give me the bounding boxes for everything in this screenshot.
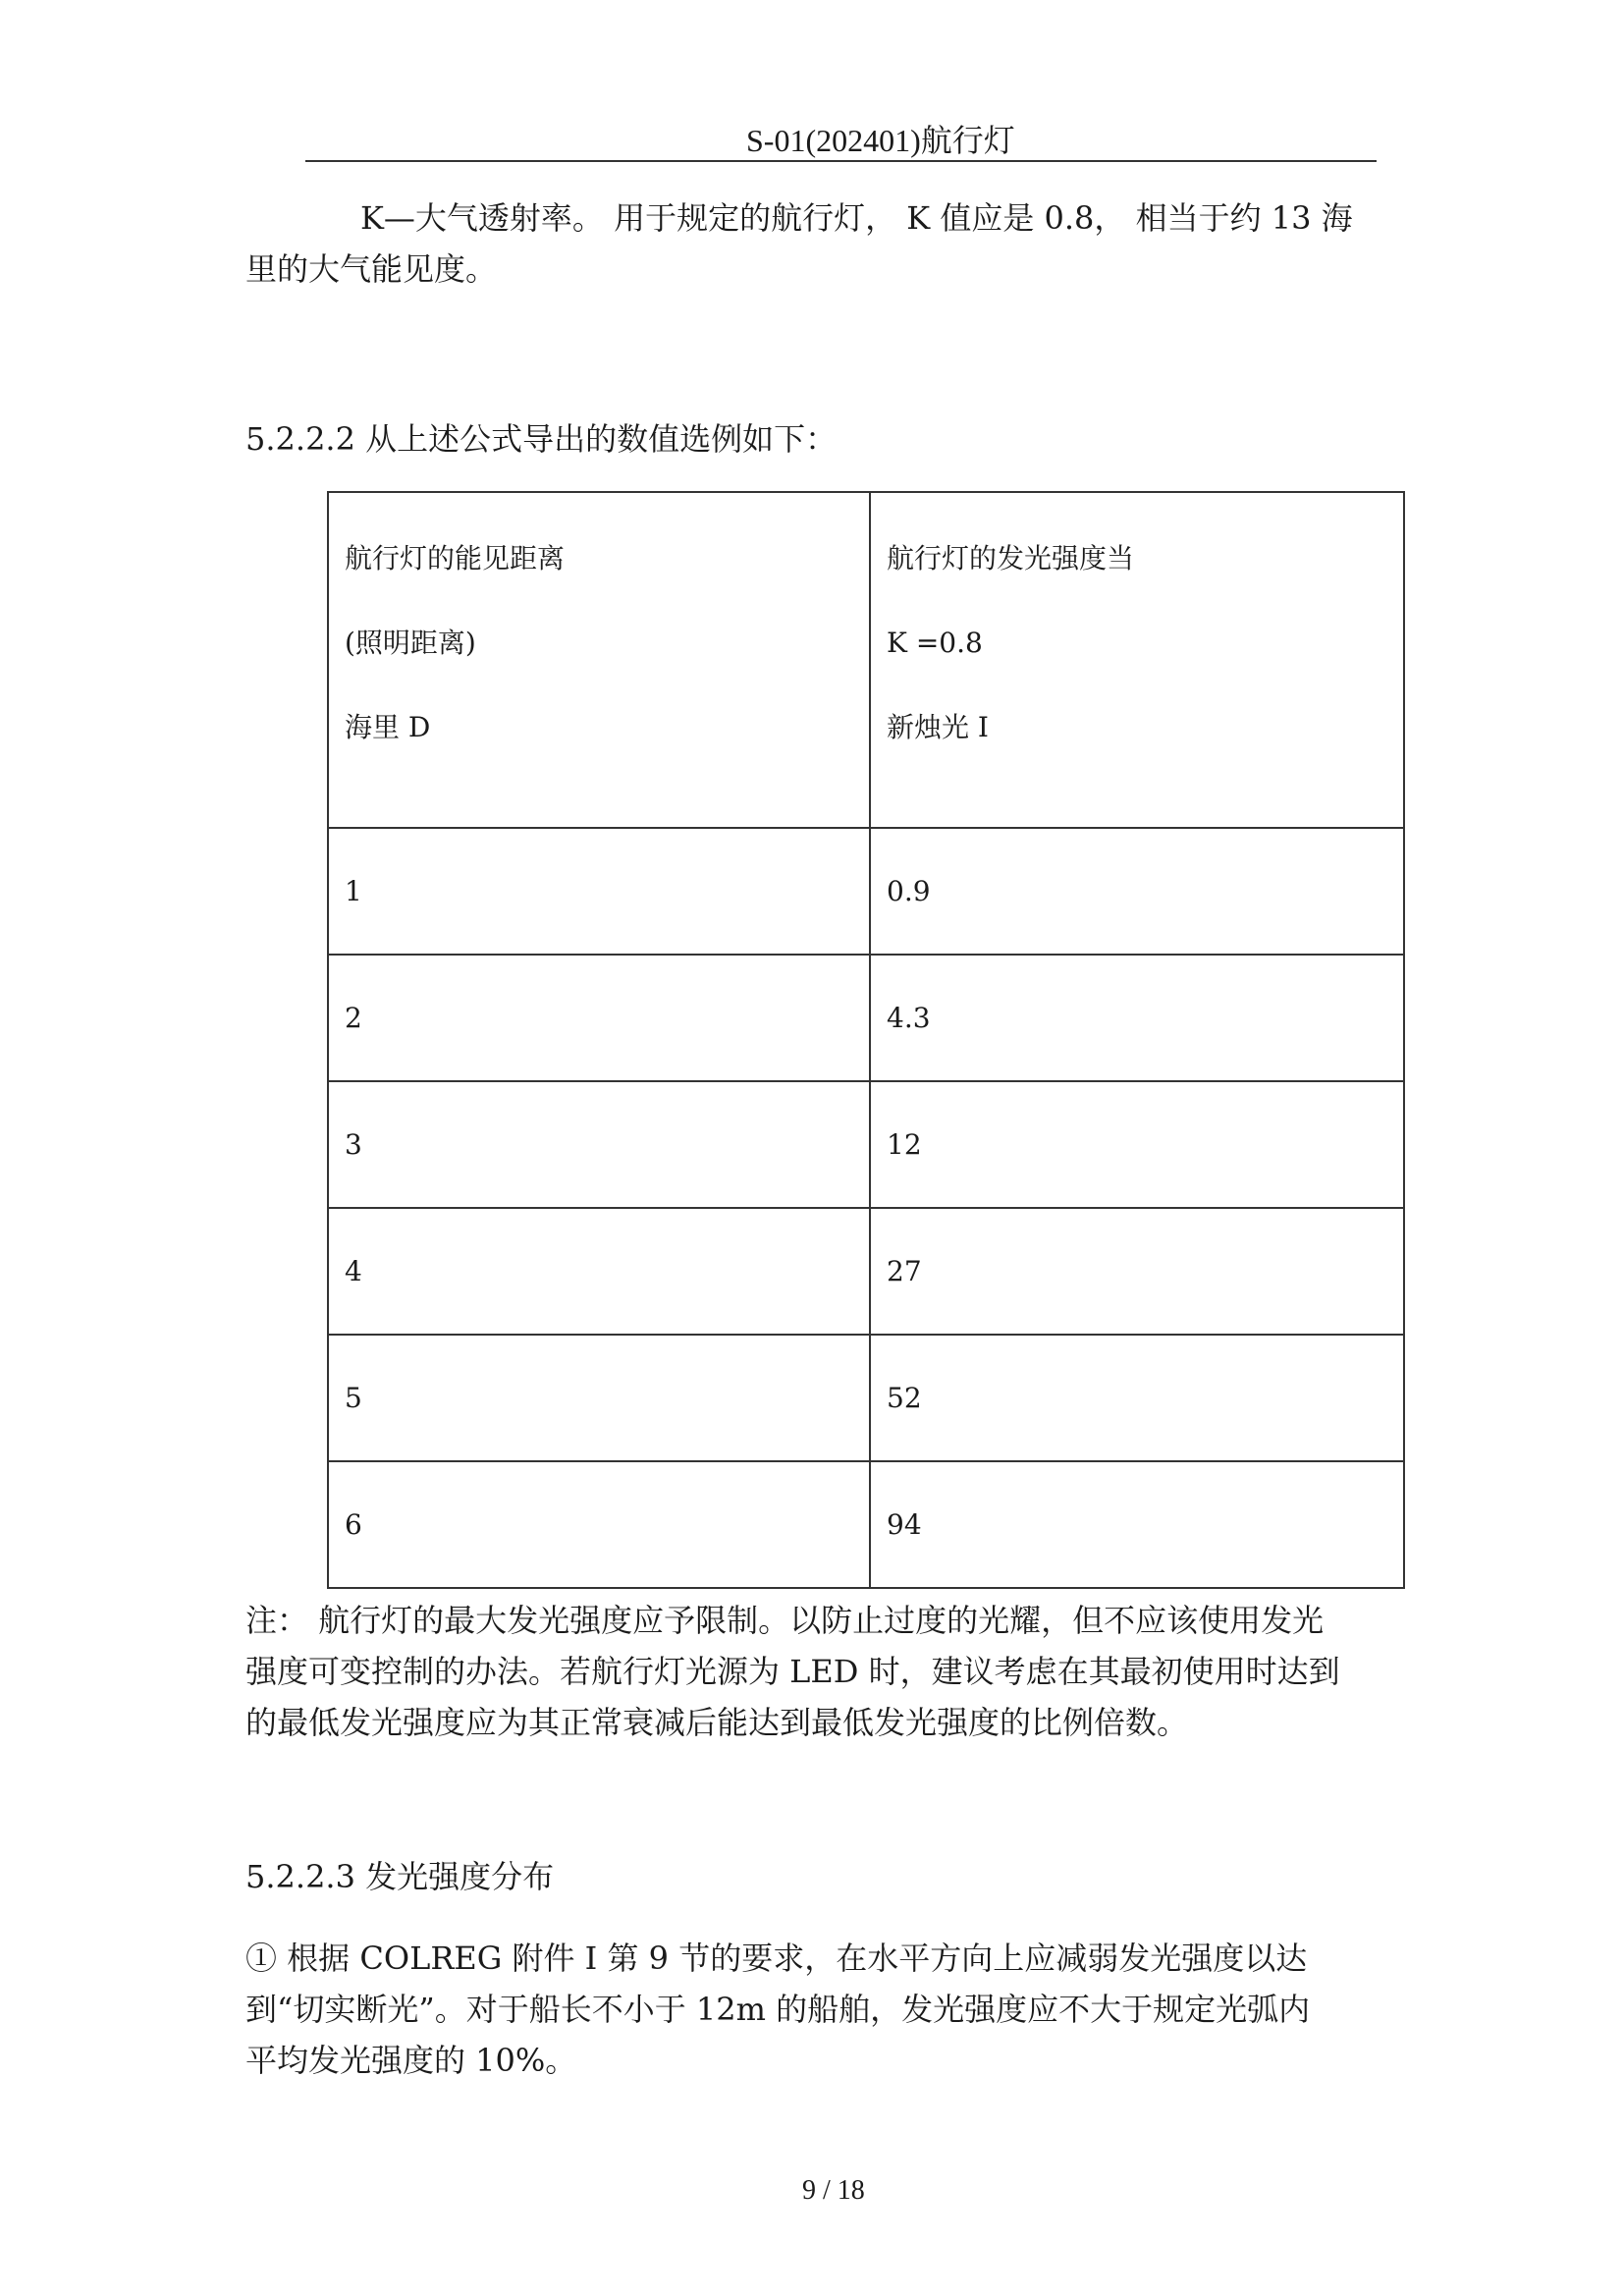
header-intensity-line-3: 新烛光 I [887,711,989,743]
header-intensity-line-2: K =0.8 [887,627,983,659]
table-cell-distance: 4 [328,1208,870,1335]
header-intensity-line-1: 航行灯的发光强度当 [887,542,1135,574]
visibility-intensity-table [327,491,1405,1589]
table-row [328,1208,1404,1335]
table-header-row [328,492,1404,828]
table-cell-distance: 2 [328,955,870,1081]
table-cell-intensity: 27 [870,1208,1404,1335]
table-row [328,955,1404,1081]
table-header-distance [328,492,870,828]
table-row [328,1461,1404,1588]
table-cell-distance: 6 [328,1461,870,1588]
table-cell-distance: 1 [328,828,870,955]
note-line-1: 注： 航行灯的最大发光强度应予限制。以防止过度的光耀，但不应该使用发光 [245,1602,1325,1639]
header-distance-line-3: 海里 D [345,711,431,743]
note-line-2: 强度可变控制的办法。若航行灯光源为 LED 时，建议考虑在其最初使用时达到 [245,1653,1340,1690]
intro-line-1: K—大气透射率。 用于规定的航行灯， K 值应是 0.8， 相当于约 13 海 [360,199,1353,237]
item1-line-1: ① 根据 COLREG 附件 I 第 9 节的要求，在水平方向上应减弱发光强度以达 [245,1940,1308,1977]
table-cell-intensity: 0.9 [870,828,1404,955]
table-cell-intensity: 4.3 [870,955,1404,1081]
table-cell-distance: 5 [328,1335,870,1461]
table-cell-distance: 3 [328,1081,870,1208]
header-distance-line-1: 航行灯的能见距离 [345,542,566,574]
table-row [328,828,1404,955]
section-5223-heading: 5.2.2.3 发光强度分布 [245,1858,555,1895]
item1-line-2: 到“切实断光”。对于船长不小于 12m 的船舶，发光强度应不大于规定光弧内 [245,1991,1311,2028]
intro-line-2: 里的大气能见度。 [245,250,498,288]
header-distance-line-2: (照明距离) [345,627,476,659]
header-divider [305,160,1377,162]
section-5222-heading: 5.2.2.2 从上述公式导出的数值选例如下： [245,420,838,458]
page-number: 9 / 18 [802,2175,865,2206]
table-cell-intensity: 52 [870,1335,1404,1461]
item1-line-3: 平均发光强度的 10%。 [245,2042,577,2079]
table-cell-intensity: 94 [870,1461,1404,1588]
table-row [328,1335,1404,1461]
table-cell-intensity: 12 [870,1081,1404,1208]
page-header-title: S-01(202401)航行灯 [746,123,1015,158]
table-header-intensity [870,492,1404,828]
note-line-3: 的最低发光强度应为其正常衰减后能达到最低发光强度的比例倍数。 [245,1704,1189,1741]
table-row [328,1081,1404,1208]
